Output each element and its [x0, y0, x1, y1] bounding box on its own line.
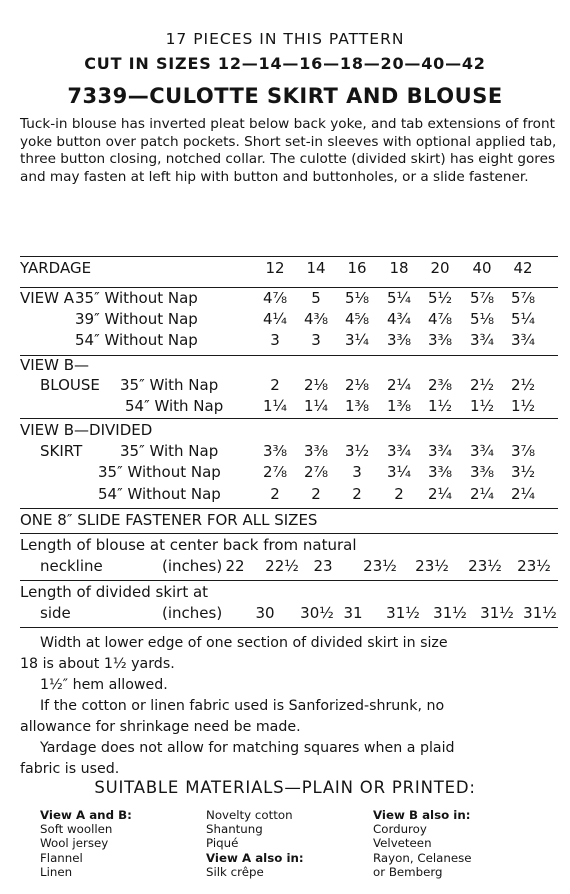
- cell: 2: [270, 376, 280, 394]
- cell: 2¼: [427, 485, 453, 503]
- skirt-length-unit: (inches): [162, 604, 223, 622]
- row-desc: 54″ Without Nap: [75, 331, 198, 349]
- skirt-length-sublabel: side: [40, 604, 71, 622]
- width-note-line1: Width at lower edge of one section of divided skirt in size: [40, 635, 448, 651]
- size-16: 16: [347, 259, 367, 277]
- material-item: Linen: [40, 864, 73, 879]
- cell: 2⅞: [303, 463, 329, 481]
- cell: 22½: [265, 557, 299, 575]
- rule-blouse-length: [20, 580, 558, 581]
- row-desc: 35″ Without Nap: [98, 463, 221, 481]
- yardage-label: YARDAGE: [20, 259, 92, 277]
- cell: 3: [352, 463, 362, 481]
- width-note-line2: 18 is about 1½ yards.: [20, 656, 175, 672]
- cell: 31½: [480, 604, 514, 622]
- cell: 3¼: [344, 331, 370, 349]
- cell: 5⅛: [344, 289, 370, 307]
- material-item: or Bemberg: [373, 864, 443, 879]
- materials-title: SUITABLE MATERIALS—PLAIN OR PRINTED:: [94, 778, 476, 797]
- fastener-note: ONE 8″ SLIDE FASTENER FOR ALL SIZES: [20, 511, 318, 529]
- cell: 3½: [510, 463, 536, 481]
- cell: 5⅞: [510, 289, 536, 307]
- cell: 2⅜: [427, 376, 453, 394]
- cell: 4¼: [262, 310, 288, 328]
- materials-col3-heading: View B also in:: [373, 808, 471, 822]
- cell: 2½: [510, 376, 536, 394]
- cell: 2¼: [386, 376, 412, 394]
- hem-note: 1½″ hem allowed.: [40, 677, 168, 693]
- cell: 2¼: [469, 485, 495, 503]
- cell: 3⅜: [427, 331, 453, 349]
- materials-col2: [206, 808, 304, 879]
- cell: 3¾: [510, 331, 536, 349]
- cell: 2: [394, 485, 404, 503]
- cell: 5⅞: [469, 289, 495, 307]
- cell: 23½: [363, 557, 397, 575]
- view-b-skirt-label: VIEW B—DIVIDED: [20, 421, 153, 439]
- material-item: Velveteen: [373, 836, 432, 851]
- material-item: Corduroy: [373, 822, 427, 837]
- materials-col2-heading: View A also in:: [206, 850, 304, 865]
- row-desc: 35″ With Nap: [120, 442, 219, 460]
- cell: 3½: [344, 442, 370, 460]
- cell: 30½: [300, 604, 334, 622]
- cell: 3¾: [427, 442, 453, 460]
- cell: 31½: [386, 604, 420, 622]
- cell: 3¾: [386, 442, 412, 460]
- blouse-length-label: Length of blouse at center back from natural: [20, 536, 357, 554]
- row-desc: 35″ Without Nap: [75, 289, 198, 307]
- material-item: Silk crêpe: [206, 864, 264, 879]
- cell: 1½: [510, 397, 536, 415]
- size-18: 18: [389, 259, 409, 277]
- cell: 5½: [427, 289, 453, 307]
- cell: 5¼: [510, 310, 536, 328]
- skirt-sublabel: SKIRT: [40, 442, 83, 460]
- blouse-length-sublabel: neckline: [40, 557, 103, 575]
- cell: 3¾: [469, 331, 495, 349]
- cell: 2¼: [510, 485, 536, 503]
- cell: 23½: [415, 557, 449, 575]
- cell: 1½: [469, 397, 495, 415]
- material-item: Shantung: [206, 822, 263, 837]
- cell: 4¾: [386, 310, 412, 328]
- materials-col1: [40, 808, 132, 879]
- cell: 23: [313, 557, 333, 575]
- size-12: 12: [265, 259, 285, 277]
- row-desc: 54″ With Nap: [125, 397, 224, 415]
- view-b-label: VIEW B—: [20, 356, 90, 374]
- materials-col1-heading: View A and B:: [40, 808, 132, 822]
- material-item: Wool jersey: [40, 836, 109, 851]
- size-42: 42: [513, 259, 533, 277]
- cell: 1¼: [303, 397, 329, 415]
- rule-skirt-length: [20, 627, 558, 628]
- cell: 4⅞: [262, 289, 288, 307]
- cell: 1⅜: [386, 397, 412, 415]
- cell: 4⅝: [344, 310, 370, 328]
- cell: 5⅛: [469, 310, 495, 328]
- rule-top: [20, 256, 558, 257]
- pattern-title: 7339—CULOTTE SKIRT AND BLOUSE: [67, 84, 503, 108]
- rule-fastener-bottom: [20, 533, 558, 534]
- cell: 2½: [469, 376, 495, 394]
- cell: 4⅜: [303, 310, 329, 328]
- rule-view-b-skirt: [20, 418, 558, 419]
- cell: 22: [225, 557, 245, 575]
- cell: 4⅞: [427, 310, 453, 328]
- material-item: Novelty cotton: [206, 808, 293, 822]
- blouse-length-unit: (inches): [162, 557, 223, 575]
- cell: 3⅜: [427, 463, 453, 481]
- rule-fastener-top: [20, 508, 558, 509]
- cell: 5¼: [386, 289, 412, 307]
- cell: 3¼: [386, 463, 412, 481]
- materials-col3: [373, 808, 471, 879]
- blouse-sublabel: BLOUSE: [40, 376, 100, 394]
- cell: 23½: [517, 557, 551, 575]
- rule-view-b-blouse: [20, 355, 558, 356]
- cell: 2⅛: [303, 376, 329, 394]
- cell: 31½: [523, 604, 557, 622]
- cell: 3⅞: [510, 442, 536, 460]
- sanforized-note-line1: If the cotton or linen fabric used is Sanforized-shrunk, no: [40, 698, 445, 714]
- material-item: Rayon, Celanese: [373, 850, 472, 865]
- cell: 3⅜: [303, 442, 329, 460]
- cell: 5: [311, 289, 321, 307]
- sanforized-note-line2: allowance for shrinkage need be made.: [20, 719, 301, 735]
- cut-sizes: CUT IN SIZES 12—14—16—18—20—40—42: [84, 54, 486, 73]
- cell: 2⅞: [262, 463, 288, 481]
- cell: 3: [270, 331, 280, 349]
- plaid-note-line1: Yardage does not allow for matching squares when a plaid: [40, 740, 455, 756]
- size-14: 14: [306, 259, 326, 277]
- cell: 2: [311, 485, 321, 503]
- cell: 1½: [427, 397, 453, 415]
- pattern-description: Tuck-in blouse has inverted pleat below back yoke, and tab extensions of front yoke button over patch pockets. Short set-in sleeves with optional applied tab, three button closing, notched collar. The culotte (divided skirt) has eight gores and may fasten at left hip with button and buttonholes, or a slide fastener.: [20, 116, 557, 185]
- cell: 31: [343, 604, 363, 622]
- cell: 2: [352, 485, 362, 503]
- pieces-count: 17 PIECES IN THIS PATTERN: [165, 30, 405, 48]
- cell: 1⅜: [344, 397, 370, 415]
- material-item: Flannel: [40, 850, 83, 865]
- cell: 3¾: [469, 442, 495, 460]
- plaid-note-line2: fabric is used.: [20, 761, 120, 777]
- cell: 31½: [433, 604, 467, 622]
- cell: 23½: [468, 557, 502, 575]
- cell: 2⅛: [344, 376, 370, 394]
- cell: 2: [270, 485, 280, 503]
- row-desc: 35″ With Nap: [120, 376, 219, 394]
- cell: 3⅜: [262, 442, 288, 460]
- size-40: 40: [472, 259, 492, 277]
- material-item: Piqué: [206, 836, 239, 851]
- row-desc: 54″ Without Nap: [98, 485, 221, 503]
- view-a-label: VIEW A: [20, 289, 75, 307]
- cell: 3: [311, 331, 321, 349]
- row-desc: 39″ Without Nap: [75, 310, 198, 328]
- size-20: 20: [430, 259, 450, 277]
- cell: 3⅜: [469, 463, 495, 481]
- material-item: Soft woollen: [40, 822, 113, 837]
- cell: 30: [255, 604, 275, 622]
- cell: 3⅜: [386, 331, 412, 349]
- cell: 1¼: [262, 397, 288, 415]
- skirt-length-label: Length of divided skirt at: [20, 583, 209, 601]
